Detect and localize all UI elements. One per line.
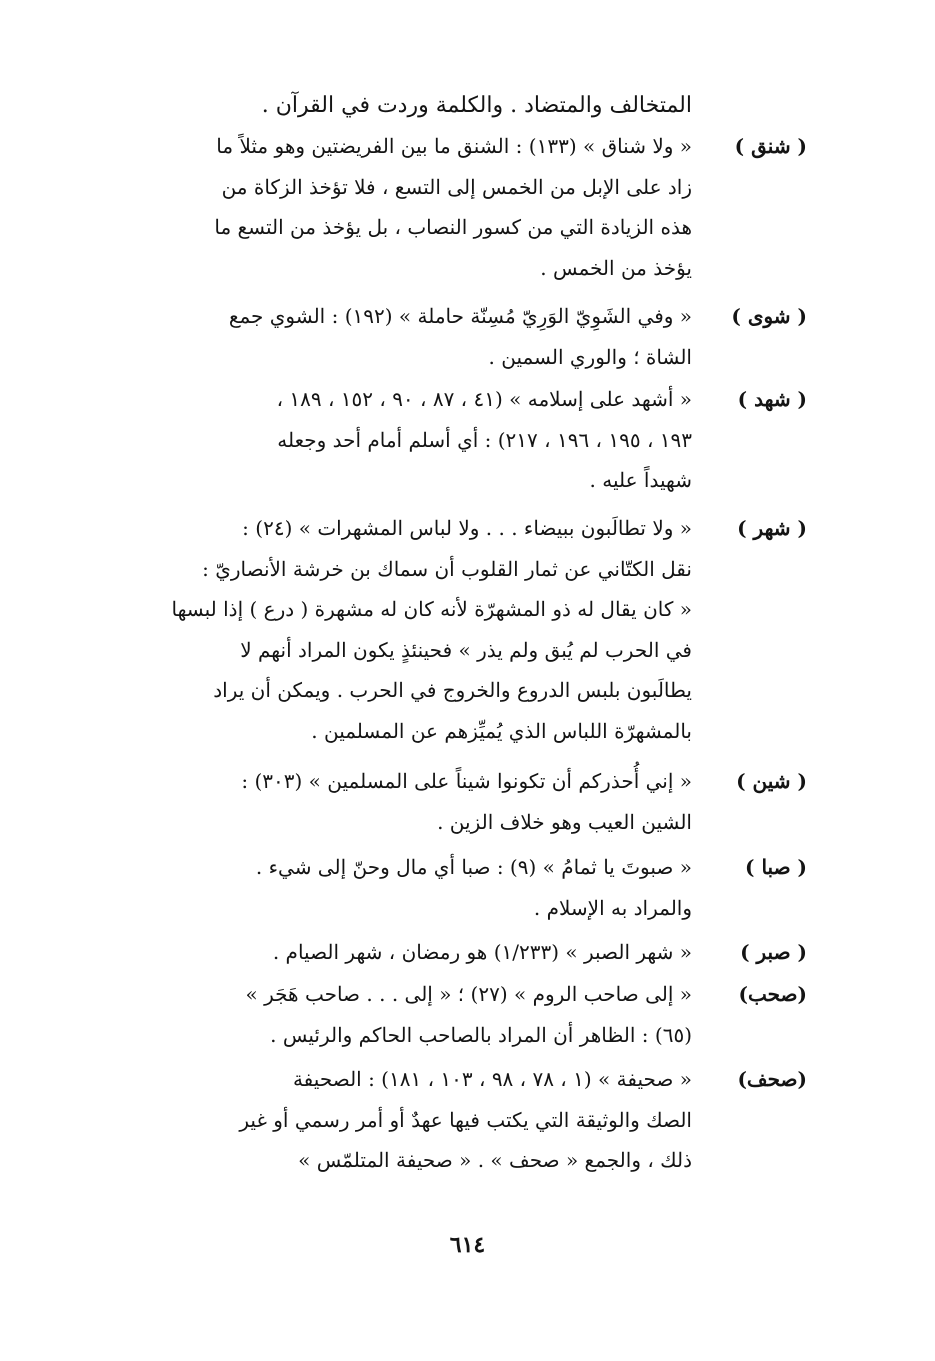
intro-line: المتخالف والمتضاد . والكلمة وردت في القرآن . [261, 93, 692, 118]
entry-line: (٦٥) : الظاهر أن المراد بالصاحب الحاكم والرئيس . [270, 1022, 692, 1047]
entry-line: ذلك ، والجمع « صحف » . « صحيفة المتلمّس » [298, 1148, 692, 1172]
entry-definition [164, 932, 692, 973]
entry-definition [164, 974, 692, 1055]
entry-line: « صحيفة » (١ ، ٧٨ ، ٩٨ ، ١٠٣ ، ١٨١) : الصحيفة [292, 1067, 692, 1091]
entry-root-word: ( صبا ) [745, 855, 807, 879]
entry-line: الشين العيب وهو خلاف الزين . [437, 809, 692, 834]
entry-line: « إلى صاحب الروم » (٢٧) ؛ « إلى . . . صاحب هَجَر » [245, 982, 692, 1006]
entry-line: الصك والوثيقة التي يكتب فيها عهدٌ أو أمر رسمي أو غير [239, 1107, 692, 1132]
entry-line: « ولا تطالَبون ببيضاء . . . ولا لباس المشهرات » (٢٤) : [242, 516, 692, 540]
entry-line: نقل الكتّاني عن ثمار القلوب أن سماك بن خرشة الأنصاريّ : [202, 556, 692, 581]
entry-root-word: ( صبر ) [740, 940, 807, 964]
entry-root-word: ( شين ) [736, 769, 807, 793]
entry-line: « وفي الشَوِيّ الوَرِيّ مُسِنّة حاملة » (١٩٢) : الشوي جمع [228, 304, 692, 328]
entry-line: يطالَبون بلبس الدروع والخروج في الحرب . ويمكن أن يراد [213, 678, 692, 702]
entry-line: بالمشهرّة اللباس الذي يُميِّزهم عن المسلمين . [311, 718, 692, 743]
entry-line: « أشهد على إسلامه » (٤١ ، ٨٧ ، ٩٠ ، ١٥٢ ، ١٨٩ ، [276, 387, 692, 411]
entry-definition [164, 847, 692, 928]
entry-line: الشاة ؛ والوري السمين . [488, 344, 692, 369]
entry-line: هذه الزيادة التي من كسور النصاب ، بل يؤخذ من التسع ما [214, 215, 692, 239]
entry-root-word: (صحف) [737, 1067, 807, 1091]
entry-definition [164, 1059, 692, 1181]
entry-root-word: ( شنق ) [734, 134, 807, 158]
entry-line: « ولا شناق » (١٣٣) : الشنق ما بين الفريضتين وهو مثلاً ما [216, 134, 692, 158]
entry-root-word: (صحب) [738, 982, 807, 1006]
entry-definition [164, 508, 692, 751]
entry-line: « إني أُحذركم أن تكونوا شيناً على المسلمين » (٣٠٣) : [241, 769, 692, 793]
entry-line: يؤخذ من الخمس . [540, 255, 692, 280]
entry-root-word: ( شهد ) [737, 387, 807, 411]
entry-root-word: ( شوى ) [731, 304, 807, 328]
page-number: ٦١٤ [449, 1232, 486, 1258]
entry-definition [164, 126, 692, 288]
entry-definition [164, 379, 692, 501]
entry-line: ١٩٣ ، ١٩٥ ، ١٩٦ ، ٢١٧) : أي أسلم أمام أحد وجعله [277, 427, 692, 452]
entry-line: زاد على الإبل من الخمس إلى التسع ، فلا تؤخذ الزكاة من [221, 174, 692, 199]
entry-line: « كان يقال له ذو المشهرّة لأنه كان له مشهرة ( درع ) إذا لبسها [171, 597, 692, 621]
entry-line: والمراد به الإسلام . [533, 895, 692, 920]
entry-definition [164, 296, 692, 377]
entry-root-word: ( شهر ) [737, 516, 807, 540]
entry-line: شهيداً عليه . [589, 468, 692, 492]
entry-line: في الحرب لم يُبق ولم يذر » فحينئذٍ يكون المراد أنهم لا [240, 637, 692, 662]
entry-line: « صبوتَ يا ثمامُ » (٩) : صبا أي مال وحنّ إلى شيء . [255, 855, 692, 879]
entry-definition [164, 761, 692, 842]
entry-line: « شهر الصبر » (١/٢٣٣) هو رمضان ، شهر الصيام . [272, 940, 692, 964]
